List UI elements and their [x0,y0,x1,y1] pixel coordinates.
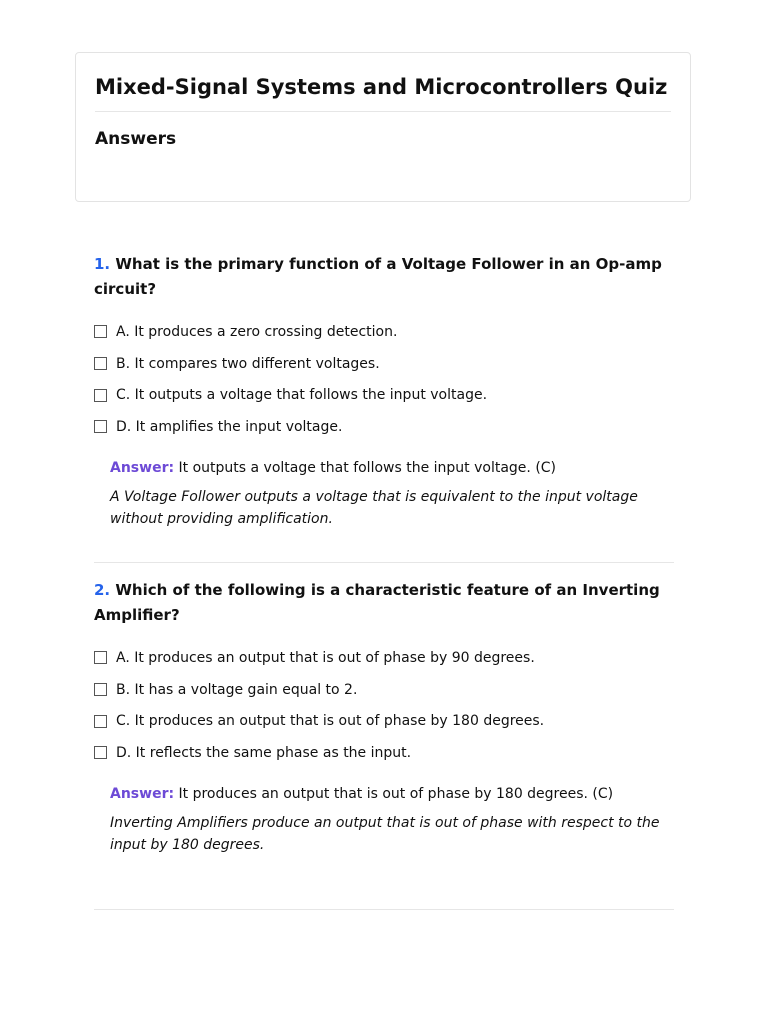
question-number: 1. [94,255,111,273]
checkbox[interactable] [94,746,107,759]
question-2 [94,578,674,856]
checkbox[interactable] [94,683,107,696]
option-b[interactable] [94,674,674,706]
question-prompt: Which of the following is a characteristic feature of an Inverting Amplifier? [94,581,660,624]
option-d[interactable] [94,411,674,443]
question-1 [94,252,674,530]
question-divider [94,562,674,563]
section-label: Answers [95,129,177,149]
option-label: B. It compares two different voltages. [116,355,380,372]
options-list [94,316,674,443]
question-text [94,578,674,628]
answer-label: Answer: [110,459,175,476]
option-label: C. It outputs a voltage that follows the input voltage. [116,387,488,404]
question-text [94,252,674,302]
option-c[interactable] [94,705,674,737]
option-label: C. It produces an output that is out of phase by 180 degrees. [116,713,545,730]
question-prompt: What is the primary function of a Voltage Follower in an Op-amp circuit? [94,255,662,298]
checkbox[interactable] [94,389,107,402]
question-number: 2. [94,581,111,599]
checkbox[interactable] [94,357,107,370]
answer-block [110,783,674,856]
answer-label: Answer: [110,785,175,802]
option-a[interactable] [94,642,674,674]
answer-line [110,783,674,805]
quiz-title: Mixed-Signal Systems and Microcontrollers Quiz [95,75,668,99]
title-divider [95,111,671,112]
option-a[interactable] [94,316,674,348]
answer-explanation: Inverting Amplifiers produce an output that is out of phase with respect to the input by 180 degrees. [110,814,660,853]
checkbox[interactable] [94,651,107,664]
option-d[interactable] [94,737,674,769]
answer-line [110,457,674,479]
checkbox[interactable] [94,715,107,728]
answer-text: It produces an output that is out of phase by 180 degrees. (C) [178,785,614,802]
question-divider [94,909,674,910]
quiz-header-card [75,52,691,202]
checkbox[interactable] [94,325,107,338]
answer-block [110,457,674,530]
option-label: D. It reflects the same phase as the input. [116,744,412,761]
checkbox[interactable] [94,420,107,433]
option-c[interactable] [94,379,674,411]
option-label: B. It has a voltage gain equal to 2. [116,681,358,698]
option-label: A. It produces an output that is out of phase by 90 degrees. [116,649,535,666]
answer-text: It outputs a voltage that follows the input voltage. (C) [178,459,557,476]
options-list [94,642,674,769]
option-label: A. It produces a zero crossing detection. [116,323,398,340]
answer-explanation: A Voltage Follower outputs a voltage that is equivalent to the input voltage without providing amplification. [110,488,638,527]
option-label: D. It amplifies the input voltage. [116,418,343,435]
option-b[interactable] [94,348,674,380]
